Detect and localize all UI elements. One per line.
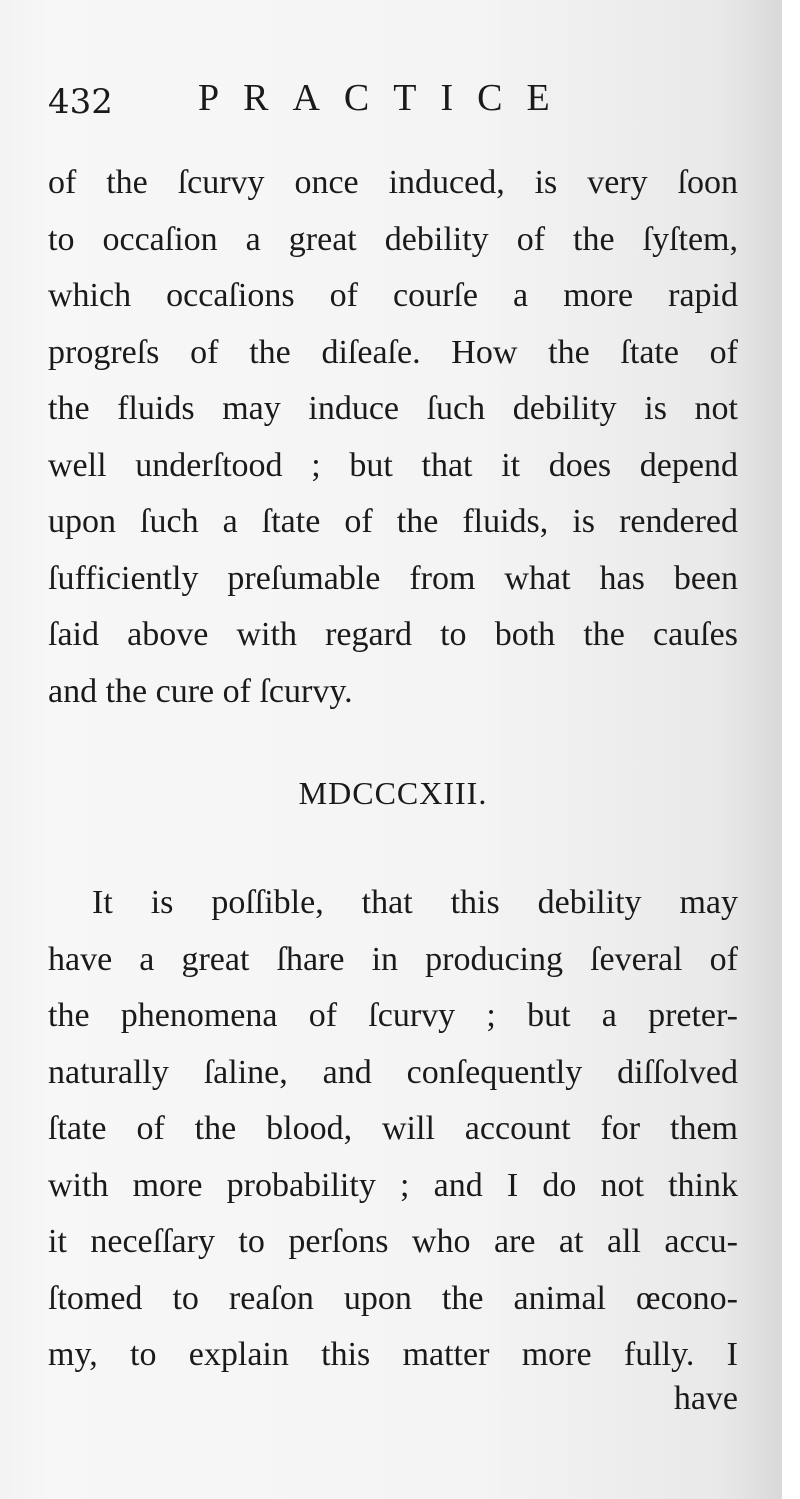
text-line: have a great ſhare in producing ſeveral of — [48, 940, 738, 978]
text-line: it neceſſary to perſons who are at all accu- — [48, 1223, 738, 1260]
text-line: which occaſions of courſe a more rapid — [48, 277, 738, 314]
text-line: progreſs of the diſeaſe. How the ſtate of — [48, 333, 738, 371]
paragraph-section — [48, 875, 738, 1384]
catchword: have — [673, 1380, 738, 1417]
text-line: my, to explain this matter more fully. I — [48, 1336, 738, 1373]
text-line: ſtate of the blood, will account for them — [48, 1110, 738, 1147]
page-number: 432 — [48, 82, 113, 122]
text-line: the fluids may induce ſuch debility is not — [48, 390, 738, 427]
catchword-row — [48, 1380, 738, 1418]
text-line: the phenomena of ſcurvy ; but a preter- — [48, 997, 738, 1034]
text-line: to occaſion a great debility of the ſyſtem, — [48, 220, 738, 258]
paragraph-continued — [48, 155, 738, 720]
section-heading: MDCCCXIII. — [298, 775, 488, 811]
text-line: with more probability ; and I do not think — [48, 1166, 738, 1204]
text-line: ſaid above with regard to both the cauſes — [48, 616, 738, 653]
text-line: It is poſſible, that this debility may — [92, 884, 738, 921]
page-edge — [782, 0, 800, 1499]
text-line: upon ſuch a ſtate of the fluids, is rendered — [48, 503, 738, 540]
text-line: ſufficiently preſumable from what has been — [48, 559, 738, 597]
text-line: and the cure of ſcurvy. — [48, 672, 353, 710]
running-title: PRACTICE — [198, 77, 574, 119]
text-line: well underſtood ; but that it does depend — [48, 446, 738, 484]
text-line: naturally ſaline, and conſequently diſſolved — [48, 1053, 738, 1091]
running-head — [48, 72, 748, 132]
text-line: of the ſcurvy once induced, is very ſoon — [48, 164, 738, 201]
text-line: ſtomed to reaſon upon the animal œcono- — [48, 1279, 738, 1317]
